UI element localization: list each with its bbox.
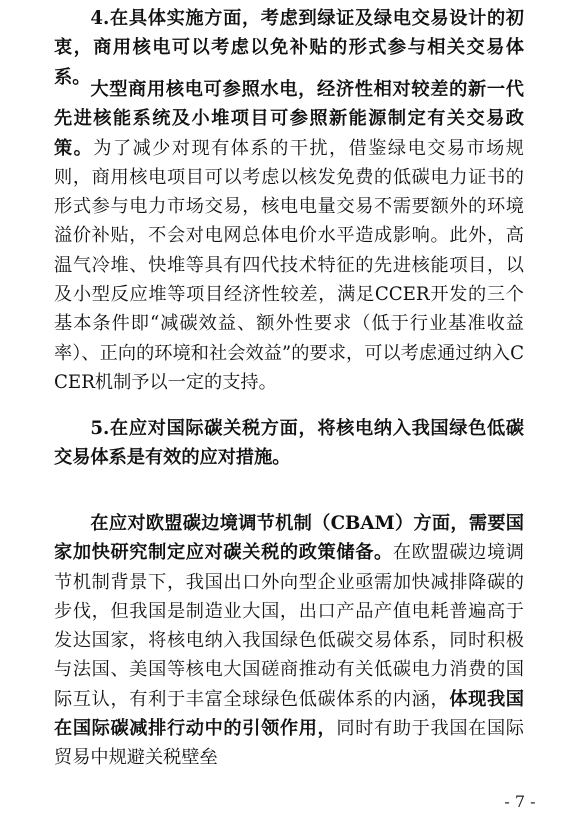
paragraph-5-heading <box>54 414 524 473</box>
paragraph-4-body-text: 在欧盟碳边境调节机制背景下，我国出口外向型企业亟需加快减排降碳的步伐，但我国是制造业大国，出口产品产值电耗普遍高于发达国家，将核电纳入我国绿色低碳交易体系，同时积极与法国、美国等核电大国磋商推动有关低碳电力消费的国际互认，有利于丰富全球绿色低碳体系的内涵， <box>54 542 524 710</box>
paragraph-4-bold-text: 4.在具体实施方面，考虑到绿证及绿电交易设计的初衷，商用核电可以考虑以免补贴的形式参与相关交易体系。 <box>54 8 524 88</box>
paragraph-nuclear-trading-policy <box>54 75 524 397</box>
paragraph-2-body-text: 为了减少对现有体系的干扰，借鉴绿电交易市场规则，商用核电项目可以考虑以核发免费的低碳电力证书的形式参与电力市场交易，核电电量交易不需要额外的环境溢价补贴，不会对电网总体电价水平造成影响。此外，高温气冷堆、快堆等具有四代技术特征的先进核能项目，以及小型反应堆等项目经济性较差，满足CCER开发的三个基本条件即“减碳效益、额外性要求（低于行业基准收益率）、正向的环境和社会效益”的要求，可以考虑通过纳入CCER机制予以一定的支持。 <box>54 137 524 393</box>
paragraph-4-bold-lead: 在应对欧盟碳边境调节机制（CBAM）方面，需要国家加快研究制定应对碳关税的政策储备。 <box>54 513 524 564</box>
paragraph-4-body-tail: 同时有助于我国在国际贸易中规避关税壁垒 <box>54 718 524 769</box>
paragraph-5-bold-text: 5.在应对国际碳关税方面，将核电纳入我国绿色低碳交易体系是有效的应对措施。 <box>54 418 524 469</box>
paragraph-2-bold-lead: 大型商用核电可参照水电，经济性相对较差的新一代先进核能系统及小堆项目可参照新能源制定有关交易政策。 <box>54 79 524 159</box>
paragraph-cbam-response <box>54 509 524 773</box>
page-number: - 7 - <box>504 792 536 811</box>
paragraph-4-bold-emphasis: 体现我国在国际碳减排行动中的引领作用， <box>54 688 524 740</box>
